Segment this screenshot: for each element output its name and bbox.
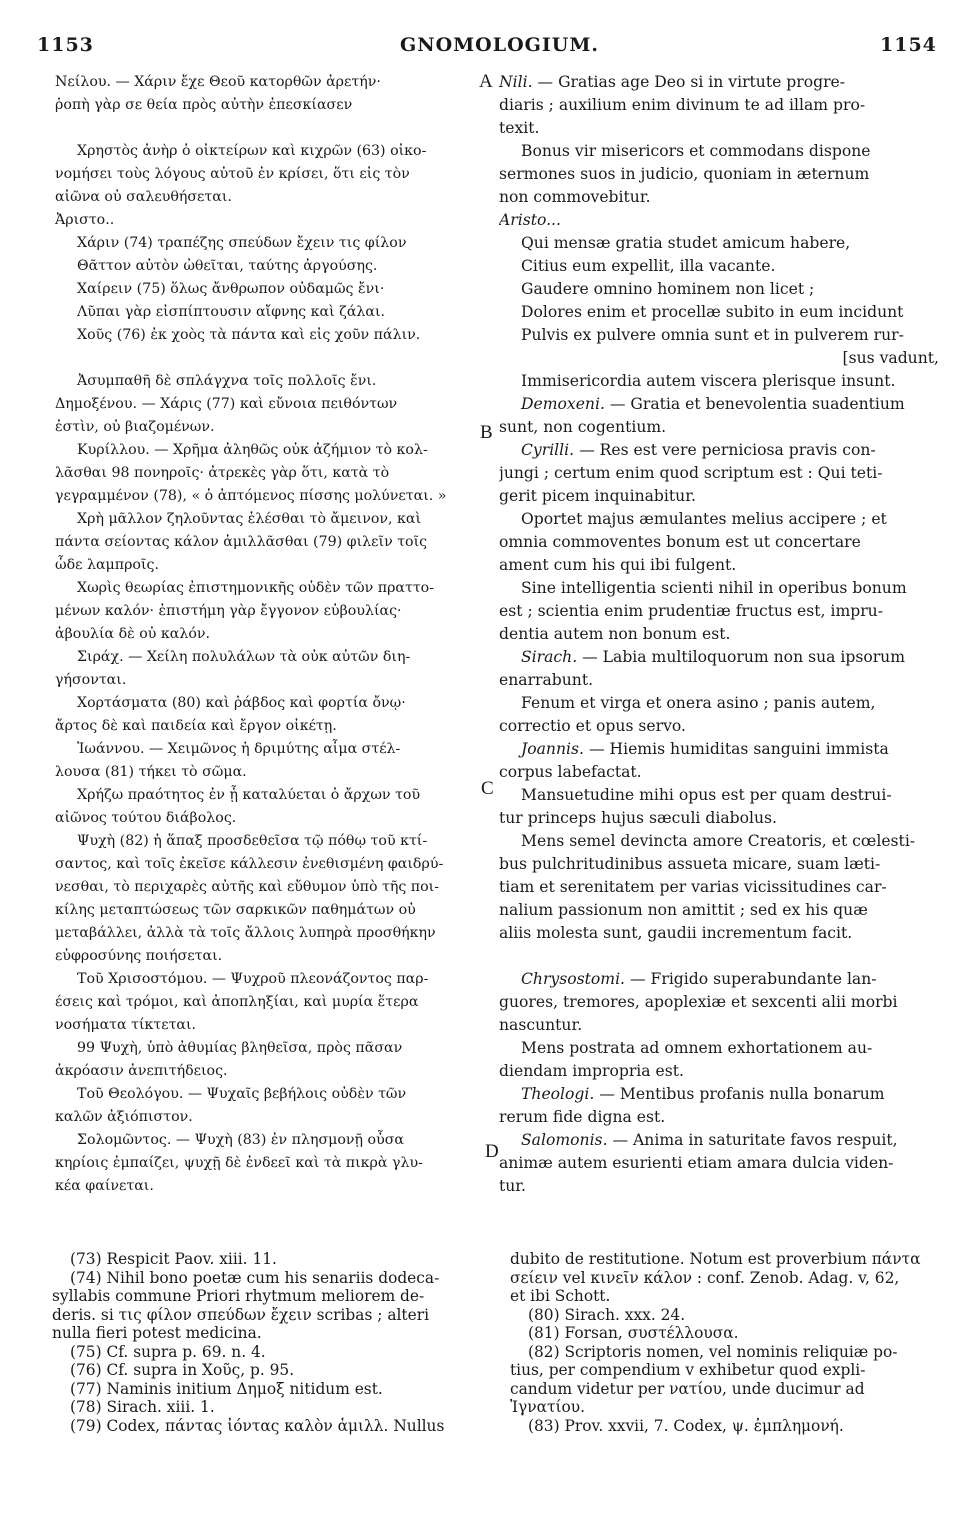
latin-line: tur. [499, 1177, 527, 1195]
latin-line: Salomonis. — Anima in saturitate favos respuit, [521, 1131, 898, 1149]
latin-line: omnia commoventes bonum est ut concertare [499, 533, 861, 551]
greek-line: Χοῦς (76) ἐκ χοὸς τὰ πάντα καὶ εἰς χοῦν πάλιν. [77, 327, 421, 343]
greek-line: ἀβουλία δὲ οὐ καλόν. [55, 626, 211, 642]
section-marker-d: D [485, 1141, 499, 1162]
greek-line: ῥοπὴ γὰρ σε θεία πρὸς αὐτὴν ἐπεσκίασεν [55, 97, 353, 113]
greek-line: μένων καλόν· ἐπιστήμη γὰρ ἔγγονον εὐβουλίας· [55, 603, 402, 619]
latin-line: bus pulchritudinibus assueta micare, suam læti- [499, 855, 881, 873]
right-page-number: 1154 [880, 34, 937, 56]
greek-line: Τοῦ Θεολόγου. — Ψυχαῖς βεβήλοις οὐδὲν τῶν [77, 1086, 407, 1102]
latin-line: diendam impropria est. [499, 1062, 684, 1080]
greek-line: αἰῶνα οὐ σαλευθήσεται. [55, 189, 232, 205]
latin-line: jungi ; certum enim quod scriptum est : Qui teti- [499, 464, 883, 482]
greek-line: Χρήζω πραότητος ἐν ᾗ καταλύεται ὁ ἄρχων τοῦ [77, 787, 421, 803]
latin-line: sermones suos in judicio, quoniam in æternum [499, 165, 870, 183]
greek-line: Σολομῶντος. — Ψυχὴ (83) ἐν πλησμονῇ οὖσα [77, 1132, 404, 1148]
latin-line: ament cum his qui ibi fulgent. [499, 556, 737, 574]
footnote-line: (78) Sirach. xiii. 1. [70, 1398, 215, 1416]
greek-line [55, 117, 478, 140]
footnotes-left [52, 1250, 492, 1435]
running-title: GNOMOLOGIUM. [400, 34, 599, 56]
section-marker-b: B [480, 422, 493, 443]
greek-line: Χάριν (74) τραπέζης σπεύδων ἔχειν τις φίλον [77, 235, 407, 251]
latin-line: Cyrilli. — Res est vere perniciosa pravis con- [521, 441, 876, 459]
left-page-number: 1153 [37, 34, 94, 56]
latin-line: dentia autem non bonum est. [499, 625, 731, 643]
footnote-line: et ibi Schott. [510, 1287, 611, 1305]
latin-line [499, 945, 939, 968]
greek-line: Νείλου. — Χάριν ἔχε Θεοῦ κατορθῶν ἀρετήν· [55, 74, 381, 90]
latin-line: Joannis. — Hiemis humiditas sanguini immista [521, 740, 889, 758]
greek-column [55, 71, 478, 1198]
footnote-line: (79) Codex, πάντας ἰόντας καλὸν ἁμιλλ. Nullus [70, 1416, 445, 1435]
greek-line: Ἀσυμπαθῆ δὲ σπλάγχνα τοῖς πολλοῖς ἔνι. [77, 373, 377, 389]
latin-line: nalium passionum non amittit ; sed ex his quæ [499, 901, 868, 919]
footnote-line: dubito de restitutione. Notum est proverbium πάντα [510, 1250, 921, 1268]
latin-line: enarrabunt. [499, 671, 594, 689]
footnote-line: (83) Prov. xxvii, 7. Codex, ψ. ἐμπλημονή. [528, 1416, 844, 1435]
greek-line: κηρίοις ἐμπαίζει, ψυχῇ δὲ ἐνδεεῖ καὶ τὰ πικρὰ γλυ- [55, 1155, 423, 1171]
footnote-line: σείειν vel κινεῖν κάλον : conf. Zenob. Adag. v, 62, [510, 1268, 900, 1287]
greek-line: ἀκρόασιν ἀνεπιτήδειος. [55, 1063, 228, 1079]
latin-line: Sine intelligentia scienti nihil in operibus bonum [521, 579, 907, 597]
greek-line: νομήσει τοὺς λόγους αὐτοῦ ἐν κρίσει, ὅτι εἰς τὸν [55, 166, 410, 182]
greek-line: Χρηστὸς ἀνὴρ ὁ οἰκτείρων καὶ κιχρῶν (63) οἰκο- [77, 143, 427, 159]
latin-line: Pulvis ex pulvere omnia sunt et in pulverem rur- [521, 326, 904, 344]
footnote-line: (76) Cf. supra in Χοῦς, p. 95. [70, 1361, 295, 1379]
latin-line: Sirach. — Labia multiloquorum non sua ipsorum [521, 648, 906, 666]
greek-line: γήσονται. [55, 672, 127, 688]
footnote-line: nulla fieri potest medicina. [52, 1324, 262, 1342]
greek-line: Χαίρειν (75) ὅλως ἄνθρωπον οὐδαμῶς ἔνι· [77, 281, 385, 297]
greek-line: νοσήματα τίκτεται. [55, 1017, 197, 1033]
greek-line: εὐφροσύνης ποιήσεται. [55, 948, 223, 964]
footnote-line: (74) Nihil bono poetæ cum his senariis dodeca- [70, 1268, 440, 1287]
greek-line: ἐστὶν, οὐ βιαζομένων. [55, 419, 215, 435]
latin-line: Fenum et virga et onera asino ; panis autem, [521, 694, 876, 712]
greek-line: λᾶσθαι 98 πονηροῖς· ἀτρεκὲς γὰρ ὅτι, κατὰ τὸ [55, 465, 390, 481]
footnote-line: (77) Naminis initium Δημοξ nitidum est. [70, 1379, 383, 1398]
footnote-line: candum videtur per νατίου, unde ducimur ad [510, 1379, 865, 1398]
footnote-line: (73) Respicit Paov. xiii. 11. [70, 1250, 277, 1268]
greek-line: Χωρὶς θεωρίας ἐπιστημονικῆς οὐδὲν τῶν πραττο- [77, 580, 435, 596]
greek-line: ὧδε λαμπροῖς. [55, 557, 159, 573]
latin-line: Chrysostomi. — Frigido superabundante lan- [521, 970, 877, 988]
latin-line: Oportet majus æmulantes melius accipere ; et [521, 510, 887, 528]
latin-line: Bonus vir misericors et commodans dispone [521, 142, 871, 160]
greek-line: Ἰωάννου. — Χειμῶνος ἡ δριμύτης αἷμα στέλ- [77, 741, 401, 757]
latin-line: Gaudere omnino hominem non licet ; [521, 280, 815, 298]
latin-line: Dolores enim et procellæ subito in eum incidunt [521, 303, 904, 321]
greek-line: Λῦπαι γὰρ εἰσπίπτουσιν αἴφνης καὶ ζάλαι. [77, 304, 386, 320]
latin-line: Qui mensæ gratia studet amicum habere, [521, 234, 851, 252]
latin-line: guores, tremores, apoplexiæ et sexcenti alii morbi [499, 993, 898, 1011]
latin-line: Immisericordia autem viscera plerisque insunt. [521, 372, 896, 390]
footnotes-right [510, 1250, 950, 1435]
latin-line: correctio et opus servo. [499, 717, 686, 735]
latin-line: diaris ; auxilium enim divinum te ad illam pro- [499, 96, 866, 114]
latin-line: Demoxeni. — Gratia et benevolentia suadentium [521, 395, 905, 413]
footnote-line: syllabis commune Priori rhytmum meliorem de- [52, 1287, 425, 1305]
greek-line: ἄρτος δὲ καὶ παιδεία καὶ ἔργον οἰκέτῃ. [55, 718, 337, 734]
greek-line: Χορτάσματα (80) καὶ ῥάβδος καὶ φορτία ὄνῳ· [77, 695, 406, 711]
greek-line: νεσθαι, τὸ περιχαρὲς αὐτῆς καὶ εὔθυμον ὑπὸ τῆς ποι- [55, 879, 440, 895]
latin-line: est ; scientia enim prudentiæ fructus est, impru- [499, 602, 883, 620]
section-marker-c: C [481, 778, 494, 799]
latin-column [499, 71, 939, 1198]
greek-line: 99 Ψυχὴ, ὑπὸ ἀθυμίας βληθεῖσα, πρὸς πᾶσαν [77, 1040, 403, 1056]
footnote-line: (81) Forsan, συστέλλουσα. [528, 1324, 739, 1342]
greek-line [55, 347, 478, 370]
greek-line: Θᾶττον αὐτὸν ὠθεῖται, ταύτης ἀργούσης. [77, 258, 378, 274]
greek-line: αἰῶνος τούτου διάβολος. [55, 810, 237, 826]
latin-line: texit. [499, 119, 540, 137]
latin-line: sunt, non cogentium. [499, 418, 667, 436]
greek-line: μεταβάλλει, ἀλλὰ τὰ τοῖς ἄλλοις λυπηρὰ προσθήκην [55, 925, 436, 941]
greek-line: Ἀριστο.. [55, 212, 115, 228]
greek-line: λουσα (81) τήκει τὸ σῶμα. [55, 764, 247, 780]
footnote-line: (82) Scriptoris nomen, vel nominis reliquiæ po- [528, 1342, 898, 1361]
latin-line: Mens postrata ad omnem exhortationem au- [521, 1039, 873, 1057]
greek-line: Δημοξένου. — Χάρις (77) καὶ εὔνοια πειθόντων [55, 396, 398, 412]
latin-line: non commovebitur. [499, 188, 651, 206]
latin-line: corpus labefactat. [499, 763, 642, 781]
greek-line: κίλης μεταπτώσεως τῶν σαρκικῶν παθημάτων οὐ [55, 902, 416, 918]
section-marker-a: A [479, 71, 493, 92]
latin-line: animæ autem esurienti etiam amara dulcia viden- [499, 1154, 894, 1172]
latin-line: gerit picem inquinabitur. [499, 487, 696, 505]
greek-line: Χρὴ μᾶλλον ζηλοῦντας ἑλέσθαι τὸ ἄμεινον, καὶ [77, 511, 422, 527]
greek-line: έσεις καὶ τρόμοι, καὶ ἀποπληξίαι, καὶ μυρία ἕτερα [55, 994, 419, 1010]
footnote-line: (75) Cf. supra p. 69. n. 4. [70, 1342, 266, 1361]
greek-line: κέα φαίνεται. [55, 1178, 154, 1194]
latin-line: Aristo... [499, 211, 561, 229]
footnote-line: (80) Sirach. xxx. 24. [528, 1305, 686, 1324]
latin-line: tiam et serenitatem per varias vicissitudines car- [499, 878, 887, 896]
latin-line: Nili. — Gratias age Deo si in virtute progre- [499, 73, 846, 91]
greek-line: γεγραμμένον (78), « ὁ ἁπτόμενος πίσσης μολύνεται. » [55, 488, 447, 504]
latin-line: Theologi. — Mentibus profanis nulla bonarum [521, 1085, 885, 1103]
greek-line: καλῶν ἀξιόπιστον. [55, 1109, 193, 1125]
greek-line: Ψυχὴ (82) ἡ ἅπαξ προσδεθεῖσα τῷ πόθῳ τοῦ κτί- [77, 833, 428, 849]
latin-line: tur princeps hujus sæculi diabolus. [499, 809, 778, 827]
footnote-line: Ἰγνατίου. [510, 1398, 586, 1416]
latin-line: rerum fide digna est. [499, 1108, 666, 1126]
greek-line: σαντος, καὶ τοῖς ἐκεῖσε κάλλεσιν ἐνεθισμένη φαιδρύ- [55, 856, 444, 872]
footnote-line: tius, per compendium v exhibetur quod expli- [510, 1361, 866, 1379]
footnote-line: deris. si τις φίλον σπεύδων ἔχειν scribas ; alteri [52, 1305, 429, 1324]
greek-line: Τοῦ Χρισοστόμου. — Ψυχροῦ πλεονάζοντος παρ- [77, 971, 429, 987]
greek-line: πάντα σείοντας κάλον ἁμιλλᾶσθαι (79) φιλεῖν τοῖς [55, 534, 428, 550]
latin-line: Mansuetudine mihi opus est per quam destrui- [521, 786, 892, 804]
latin-line: [sus vadunt, [842, 349, 939, 367]
latin-line: aliis molesta sunt, gaudii incrementum facit. [499, 924, 853, 942]
latin-line: Mens semel devincta amore Creatoris, et cœlesti- [521, 832, 916, 850]
greek-line: Σιράχ. — Χείλη πολυλάλων τὰ οὐκ αὐτῶν διη- [77, 649, 411, 665]
greek-line: Κυρίλλου. — Χρῆμα ἀληθῶς οὐκ ἀζήμιον τὸ κολ- [77, 442, 428, 458]
latin-line: Citius eum expellit, illa vacante. [521, 257, 776, 275]
latin-line: nascuntur. [499, 1016, 583, 1034]
